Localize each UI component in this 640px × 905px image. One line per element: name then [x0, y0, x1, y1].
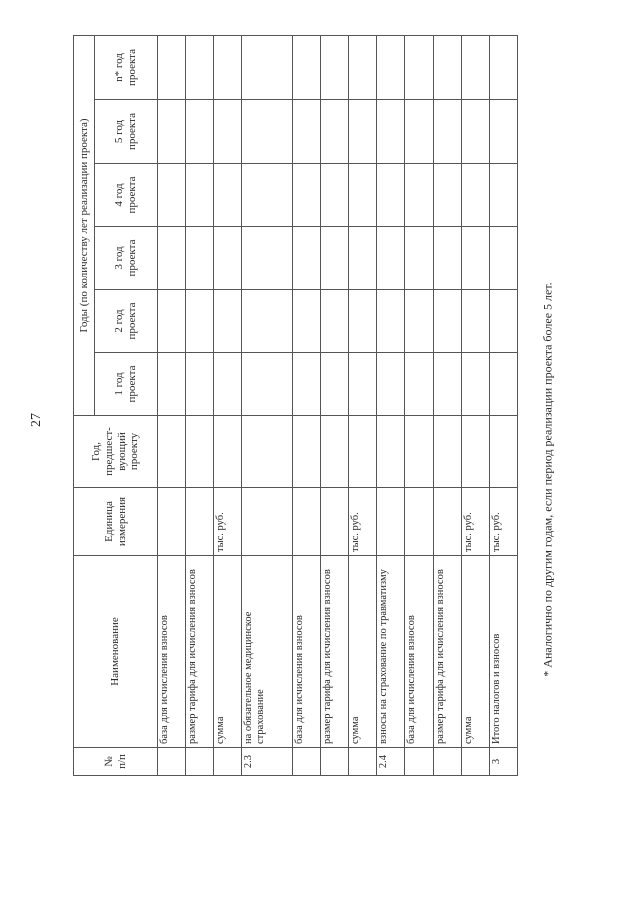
value-cell: [158, 100, 186, 164]
value-cell: [489, 353, 517, 416]
header-name: Наименование: [74, 556, 158, 748]
header-year-1: 1 год проекта: [95, 353, 158, 416]
value-cell: [349, 100, 377, 164]
value-cell: [242, 416, 293, 488]
value-cell: [214, 353, 242, 416]
value-cell: [242, 353, 293, 416]
row-number-cell: [405, 748, 433, 776]
row-unit-cell: тыс. руб.: [461, 488, 489, 556]
row-number-cell: [321, 748, 349, 776]
value-cell: [158, 227, 186, 290]
row-unit-cell: [186, 488, 214, 556]
value-cell: [214, 164, 242, 227]
value-cell: [433, 416, 461, 488]
row-name-cell: размер тарифа для исчисления взносов: [321, 556, 349, 748]
value-cell: [461, 416, 489, 488]
row-unit-cell: [242, 488, 293, 556]
value-cell: [242, 164, 293, 227]
value-cell: [461, 164, 489, 227]
row-name-cell: база для исчисления взносов: [158, 556, 186, 748]
table-body: [158, 35, 518, 775]
row-name-cell: сумма: [461, 556, 489, 748]
value-cell: [433, 164, 461, 227]
row-unit-cell: [377, 488, 405, 556]
value-cell: [186, 35, 214, 99]
table-row: [461, 35, 489, 775]
header-years-group: Годы (по количеству лет реализации проекта): [74, 35, 95, 415]
row-name-cell: на обязательное медицинское страхование: [242, 556, 293, 748]
value-cell: [489, 227, 517, 290]
value-cell: [433, 100, 461, 164]
row-unit-cell: [433, 488, 461, 556]
header-year-4: 4 год проекта: [95, 164, 158, 227]
value-cell: [377, 290, 405, 353]
row-name-cell: база для исчисления взносов: [405, 556, 433, 748]
header-year-5: 5 год проекта: [95, 100, 158, 164]
value-cell: [461, 100, 489, 164]
value-cell: [377, 35, 405, 99]
table-row: [242, 35, 293, 775]
row-name-cell: Итого налогов и взносов: [489, 556, 517, 748]
value-cell: [461, 35, 489, 99]
value-cell: [461, 227, 489, 290]
value-cell: [321, 227, 349, 290]
value-cell: [242, 100, 293, 164]
page-number: 27: [29, 413, 44, 427]
value-cell: [461, 290, 489, 353]
value-cell: [349, 164, 377, 227]
value-cell: [292, 353, 320, 416]
value-cell: [433, 290, 461, 353]
header-unit: Единица измерения: [74, 488, 158, 556]
row-name-cell: база для исчисления взносов: [292, 556, 320, 748]
row-number-cell: [158, 748, 186, 776]
value-cell: [292, 164, 320, 227]
value-cell: [405, 227, 433, 290]
row-name-cell: размер тарифа для исчисления взносов: [433, 556, 461, 748]
value-cell: [186, 227, 214, 290]
value-cell: [405, 164, 433, 227]
table-row: [405, 35, 433, 775]
value-cell: [214, 416, 242, 488]
row-unit-cell: тыс. руб.: [489, 488, 517, 556]
table-row: [433, 35, 461, 775]
value-cell: [433, 227, 461, 290]
table-row: [489, 35, 517, 775]
value-cell: [321, 35, 349, 99]
value-cell: [405, 100, 433, 164]
value-cell: [349, 416, 377, 488]
value-cell: [321, 100, 349, 164]
table-row: [377, 35, 405, 775]
header-year-3: 3 год проекта: [95, 227, 158, 290]
row-number-cell: 2.3: [242, 748, 293, 776]
taxes-table: [73, 35, 518, 776]
row-number-cell: [186, 748, 214, 776]
value-cell: [377, 227, 405, 290]
value-cell: [433, 353, 461, 416]
table-row: [214, 35, 242, 775]
value-cell: [489, 290, 517, 353]
value-cell: [242, 35, 293, 99]
value-cell: [158, 353, 186, 416]
value-cell: [158, 290, 186, 353]
header-prev-year: Год, предшест-вующий проекту: [74, 416, 158, 488]
row-number-cell: [349, 748, 377, 776]
header-num: № п/п: [74, 748, 158, 776]
table-row: [158, 35, 186, 775]
value-cell: [377, 353, 405, 416]
header-year-n: n* год проекта: [95, 35, 158, 99]
value-cell: [186, 100, 214, 164]
row-name-cell: взносы на страхование по травматизму: [377, 556, 405, 748]
footnote: * Аналогично по другим годам, если период реализации проекта более 5 лет.: [540, 282, 555, 677]
value-cell: [405, 416, 433, 488]
value-cell: [321, 353, 349, 416]
value-cell: [214, 227, 242, 290]
value-cell: [186, 290, 214, 353]
row-number-cell: 3: [489, 748, 517, 776]
value-cell: [214, 35, 242, 99]
value-cell: [292, 290, 320, 353]
header-year-2: 2 год проекта: [95, 290, 158, 353]
value-cell: [214, 290, 242, 353]
value-cell: [321, 290, 349, 353]
value-cell: [405, 353, 433, 416]
value-cell: [242, 290, 293, 353]
table-row: [186, 35, 214, 775]
value-cell: [349, 290, 377, 353]
value-cell: [377, 164, 405, 227]
table-row: [292, 35, 320, 775]
value-cell: [214, 100, 242, 164]
value-cell: [405, 35, 433, 99]
value-cell: [349, 227, 377, 290]
value-cell: [292, 35, 320, 99]
value-cell: [186, 416, 214, 488]
row-name-cell: сумма: [349, 556, 377, 748]
value-cell: [242, 227, 293, 290]
value-cell: [292, 416, 320, 488]
row-unit-cell: [321, 488, 349, 556]
value-cell: [489, 35, 517, 99]
row-unit-cell: [405, 488, 433, 556]
value-cell: [433, 35, 461, 99]
value-cell: [489, 416, 517, 488]
value-cell: [405, 290, 433, 353]
value-cell: [377, 416, 405, 488]
row-name-cell: сумма: [214, 556, 242, 748]
value-cell: [461, 353, 489, 416]
value-cell: [186, 164, 214, 227]
table-row: [321, 35, 349, 775]
value-cell: [292, 100, 320, 164]
row-unit-cell: тыс. руб.: [214, 488, 242, 556]
value-cell: [321, 416, 349, 488]
row-unit-cell: [292, 488, 320, 556]
value-cell: [377, 100, 405, 164]
table-row: [349, 35, 377, 775]
rotated-table-wrapper: [73, 36, 518, 776]
row-unit-cell: тыс. руб.: [349, 488, 377, 556]
value-cell: [158, 164, 186, 227]
row-unit-cell: [158, 488, 186, 556]
row-number-cell: 2.4: [377, 748, 405, 776]
row-number-cell: [292, 748, 320, 776]
value-cell: [186, 353, 214, 416]
value-cell: [349, 353, 377, 416]
value-cell: [489, 164, 517, 227]
row-number-cell: [461, 748, 489, 776]
value-cell: [158, 35, 186, 99]
row-number-cell: [214, 748, 242, 776]
row-name-cell: размер тарифа для исчисления взносов: [186, 556, 214, 748]
row-number-cell: [433, 748, 461, 776]
value-cell: [489, 100, 517, 164]
value-cell: [158, 416, 186, 488]
value-cell: [292, 227, 320, 290]
value-cell: [349, 35, 377, 99]
value-cell: [321, 164, 349, 227]
